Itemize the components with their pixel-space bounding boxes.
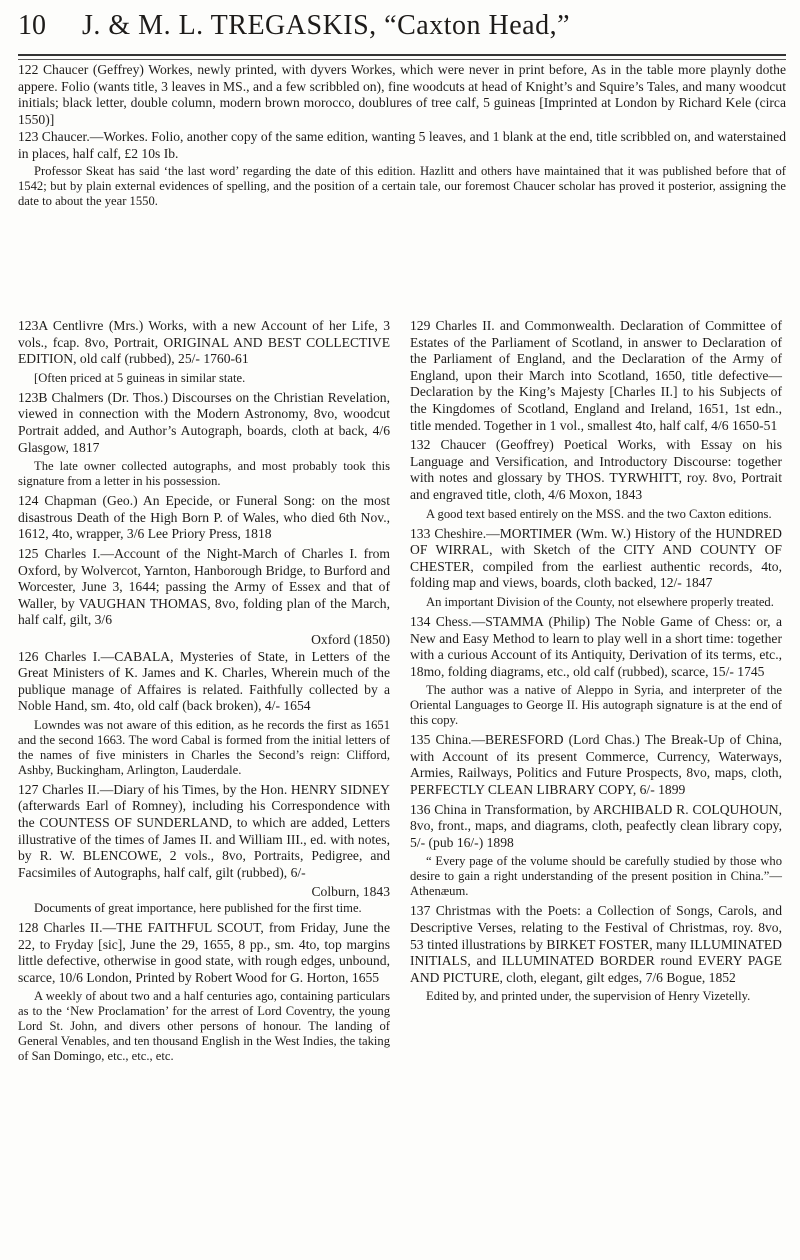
entry-133: 133 Cheshire.—MORTIMER (Wm. W.) History of the HUNDRED OF WIRRAL, with Sketch of the CITY AND COUNTY OF CHESTER, compiled from the earliest authentic records, 4to, folding map and views, boards, cloth backed, 12/- 1847 (410, 525, 782, 591)
page-number: 10 (18, 10, 46, 41)
entry-135: 135 China.—BERESFORD (Lord Chas.) The Break-Up of China, with Account of its present Commerce, Currency, Waterways, Armies, Railways, Politics and Future Prospects, 8vo, maps, cloth, PERFECTLY CLEAN LIBRARY COPY, 6/- 1899 (410, 732, 782, 798)
intro-entries (18, 62, 786, 210)
entry-128-note: A weekly of about two and a half centuries ago, containing particulars as to the ‘New Proclamation’ for the arrest of Lord Coventry, the young Lord St. John, and divers other persons of honour. The landing of General Venables, and ten thousand English in the West Indies, the taking of San Domingo, etc., etc., etc. (18, 989, 390, 1064)
right-column (410, 318, 782, 1008)
entry-127: 127 Charles II.—Diary of his Times, by the Hon. HENRY SIDNEY (afterwards Earl of Romney), including his Correspondence with the COUNTESS OF SUNDERLAND, to which are added, Letters illustrative of the times of James II. and William III., ed. with notes, by R. W. BLENCOWE, 2 vols., 8vo, Portraits, Pedigree, and Facsimiles of Autographs, half calf, gilt (rubbed), 6/- (18, 781, 390, 880)
entry-127-imprint: Colburn, 1843 (311, 884, 390, 900)
entry-134: 134 Chess.—STAMMA (Philip) The Noble Game of Chess: or, a New and Easy Method to learn to play well in a short time: together with a curious Account of its Antiquity, Derivation of its terms, etc., 18mo, folding diagrams, etc., old calf (rubbed), scarce, 15/- 1745 (410, 613, 782, 679)
entry-134-note: The author was a native of Aleppo in Syria, and interpreter of the Oriental Languages to George II. His autograph signature is at the end of this copy. (410, 683, 782, 728)
entry-127-note: Documents of great importance, here published for the first time. (34, 901, 362, 916)
entry-123a: 123A Centlivre (Mrs.) Works, with a new Account of her Life, 3 vols., fcap. 8vo, Portrait, ORIGINAL AND BEST COLLECTIVE EDITION, old calf (rubbed), 25/- 1760-61 (18, 318, 390, 367)
entry-126: 126 Charles I.—CABALA, Mysteries of State, in Letters of the Great Ministers of K. James and K. Charles, Wherein much of the publique manage of Affaires is related. Faithfully collected by a Noble Hand, sm. 4to, old calf (back broken), 4/- 1654 (18, 648, 390, 714)
entry-123a-note: [Often priced at 5 guineas in similar state. (34, 370, 246, 385)
entry-136: 136 China in Transformation, by ARCHIBALD R. COLQUHOUN, 8vo, front., maps, and diagrams, cloth, peafectly clean library copy, 5/- (pub 16/-) 1898 (410, 801, 782, 850)
entry-137-note: Edited by, and printed under, the supervision of Henry Vizetelly. (426, 989, 751, 1004)
entry-128: 128 Charles II.—THE FAITHFUL SCOUT, from Friday, June the 22, to Fryday [sic], June the 29, 1655, 8 pp., sm. 4to, top margins little defective, otherwise in good state, with rough edges, unbound, scarce, 10/6 London, Printed by Robert Wood for G. Horton, 1655 (18, 920, 390, 985)
entry-137: 137 Christmas with the Poets: a Collection of Songs, Carols, and Descriptive Verses, relating to the Festival of Christmas, roy. 8vo, 53 tinted illustrations by BIRKET FOSTER, many ILLUMINATED INITIALS, and ILLUMINATED BORDER round EVERY PAGE AND PICTURE, cloth, elegant, gilt edges, 7/6 Bogue, 1852 (410, 903, 782, 985)
entry-136-note: “ Every page of the volume should be carefully studied by those who desire to gain a right understanding of the present position in China.”—Athenæum. (410, 854, 782, 899)
running-title: J. & M. L. TREGASKIS, “Caxton Head,” (82, 10, 570, 41)
entry-132: 132 Chaucer (Geoffrey) Poetical Works, with Essay on his Language and Versification, and Introductory Discourse: together with notes and glossary by THOS. TYRWHITT, roy. 8vo, Portrait and engraved title, cloth, 4/6 Moxon, 1843 (410, 437, 782, 502)
entry-123: 123 Chaucer.—Workes. Folio, another copy of the same edition, wanting 5 leaves, and 1 blank at the end, title scribbled on, and waterstained in places, half calf, £2 10s Ib. (18, 129, 786, 161)
page-header (18, 6, 786, 56)
entry-122: 122 Chaucer (Geffrey) Workes, newly printed, with dyvers Workes, which were never in print before, As in the table more playnly dothe appere. Folio (wants title, 3 leaves in MS., and a few scribbled on), fine woodcuts at head of Knight’s and Squire’s Tales, and many woodcut initials; black letter, double column, modern brown morocco, doublures of tree calf, 5 guineas [Imprinted at London by Richard Kele (circa 1550)] (18, 62, 786, 127)
entry-123b-note: The late owner collected autographs, and most probably took this signature from a letter in his possession. (18, 459, 390, 489)
entry-125: 125 Charles I.—Account of the Night-March of Charles I. from Oxford, by Wolvercot, Yarnton, Hanborough Bridge, to Burford and Worcester, June 3, 1644; passing the Army of Essex and that of Waller, by VAUGHAN THOMAS, 8vo, folding plan of the March, half calf, gilt, 3/6 (18, 545, 390, 628)
catalogue-page (18, 0, 786, 1260)
header-rule (18, 54, 786, 56)
header-rule-thin (18, 59, 786, 60)
entry-126-note: Lowndes was not aware of this edition, as he records the first as 1651 and the second 1663. The word Cabal is formed from the initial letters of the names of five ministers in Charles the Second’s reign: Clifford, Ashby, Buckingham, Arlington, Lauderdale. (18, 717, 390, 777)
entry-129: 129 Charles II. and Commonwealth. Declaration of Committee of Estates of the Parliament of Scotland, in answer to Declaration of the Parliament of England, and the Declaration of the Army of England, upon their March into Scotland, 1650, title defective—Declaration by the King’s Majesty [Charles II.] to his Subjects of the Kingdomes of Scotland, England and Ireland, 1651, 1st edn., title mended. Together in 1 vol., smallest 4to, half calf, 4/6 1650-51 (410, 318, 782, 433)
left-column (18, 318, 390, 1068)
entry-123-note: Professor Skeat has said ‘the last word’ regarding the date of this edition. Hazlitt and others have maintained that it was published before that of 1542; but by plain external evidences of spelling, and the position of a certain tale, our foremost Chaucer scholar has proved it posterior, assigning the date to about the year 1550. (18, 163, 786, 208)
entry-133-note: An important Division of the County, not elsewhere properly treated. (426, 594, 774, 609)
entry-124: 124 Chapman (Geo.) An Epecide, or Funeral Song: on the most disastrous Death of the High Born P. of Wales, who died 6th Nov., 1612, 4to, wrapper, 3/6 Lee Priory Press, 1818 (18, 493, 390, 542)
entry-123b: 123B Chalmers (Dr. Thos.) Discourses on the Christian Revelation, viewed in connection with the Modern Astronomy, 8vo, woodcut Portrait added, and Author’s Autograph, boards, cloth at back, 4/6 Glasgow, 1817 (18, 389, 390, 455)
entry-132-note: A good text based entirely on the MSS. and the two Caxton editions. (426, 506, 772, 521)
entry-125-imprint: Oxford (1850) (311, 631, 390, 647)
